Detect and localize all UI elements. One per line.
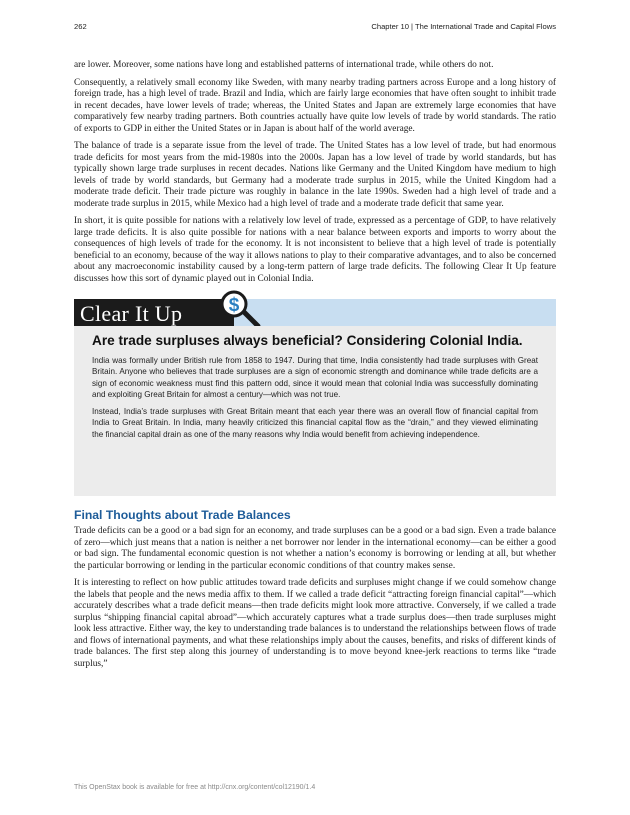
feature-paragraph: Instead, India’s trade surpluses with Great Britain meant that each year there was an overall flow of financial capital from India to Great Britain. In India, many heavily criticized this financial capital flow as the “drain,” and they viewed eliminating the financial capital drain as one of the many reasons why India would benefit from achieving independence. [92,407,538,439]
page-number: 262 [74,22,87,31]
clear-it-up-feature [74,295,556,496]
feature-paragraph: India was formally under British rule from 1858 to 1947. During that time, India consistently had trade surpluses with Great Britain. Anyone who believes that trade surpluses are a sign of economic strength and dominance while trade deficits are a sign of economic weakness must find this pattern odd, since it would mean that colonial India was successfully dominating and exploiting Great Britain for almost a century—which was not true. [92,356,538,399]
page-footer: This OpenStax book is available for free at http://cnx.org/content/col12190/1.4 [74,784,316,791]
feature-body [74,326,556,496]
body-paragraph: It is interesting to reflect on how public attitudes toward trade deficits and surpluses might change if we could somehow change the labels that people and the news media affix to them. If we called a trade deficit “attracting foreign financial capital”—which accurately describes what a trade deficit means—then trade deficits might look more attractive. Conversely, if we called a trade surplus “shipping financial capital abroad”—which accurately captures what a trade surplus does—then trade surpluses might look less attractive. Either way, the key to understanding trade balances is to understand the relationships between flows of trade and flows of international payments, and what these relationships imply about the causes, benefits, and risks of different kinds of trade balances. The first step along this journey of understanding is to move beyond knee-jerk reactions to terms like “trade surplus,” [74,578,556,669]
dollar-sign: $ [228,295,240,316]
body-paragraph: In short, it is quite possible for nations with a relatively low level of trade, expressed as a percentage of GDP, to have relatively large trade deficits. It is also quite possible for nations with a near balance between exports and imports to worry about the consequences of high levels of trade for the economy. It is not inconsistent to believe that a high level of trade is potentially beneficial to an economy, because of the way it allows nations to play to their comparative advantages, and to also be concerned about any macroeconomic instability caused by a long-term pattern of large trade deficits. The following Clear It Up feature discusses how this sort of dynamic played out in Colonial India. [74,216,556,284]
feature-label: Clear It Up [80,301,183,326]
feature-heading: Are trade surpluses always beneficial? Considering Colonial India. [92,333,523,348]
body-paragraph: The balance of trade is a separate issue from the level of trade. The United States has a low level of trade, but had enormous trade deficits for most years from the mid-1980s into the 2000s. Japan has a low level of trade by world standards, but has typically shown large trade surpluses in recent decades. Nations like Germany and the United Kingdom have medium to high levels of trade by world standards, but Germany had a moderate trade surplus in 2015, while the United Kingdom had a moderate trade deficit. Their trade picture was roughly in balance in the late 1990s. Sweden had a high level of trade and a moderate trade surplus in 2015, while Mexico had a high level of trade and a moderate trade deficit that same year. [74,141,556,209]
page-content [74,60,556,676]
body-paragraph: Trade deficits can be a good or a bad sign for an economy, and trade surpluses can be a good or a bad sign. Even a trade balance of zero—which just means that a nation is neither a net borrower nor lender in the international economy—can be either a good or bad sign. The fundamental economic question is not whether a nation’s economy is borrowing or lending at all, but whether the particular borrowing or lending in the particular economic conditions of that country makes sense. [74,526,556,571]
body-paragraph: are lower. Moreover, some nations have long and established patterns of international trade, while others do not. [74,60,494,70]
section-title: Final Thoughts about Trade Balances [74,508,291,522]
chapter-title: Chapter 10 | The International Trade and Capital Flows [371,22,556,31]
dollar-magnifier-icon [217,290,263,330]
feature-label-box [74,299,234,326]
body-paragraph: Consequently, a relatively small economy like Sweden, with many nearby trading partners across Europe and a long history of foreign trade, has a high level of trade. Brazil and India, which are fairly large economies that have often sought to inhibit trade in recent decades, have lower levels of trade; whereas, the United States and Japan are extremely large economies that have comparatively few nearby trading partners. Both countries actually have quite low levels of trade by world standards. The ratio of exports to GDP in either the United States or in Japan is about half of the world average. [74,77,556,134]
